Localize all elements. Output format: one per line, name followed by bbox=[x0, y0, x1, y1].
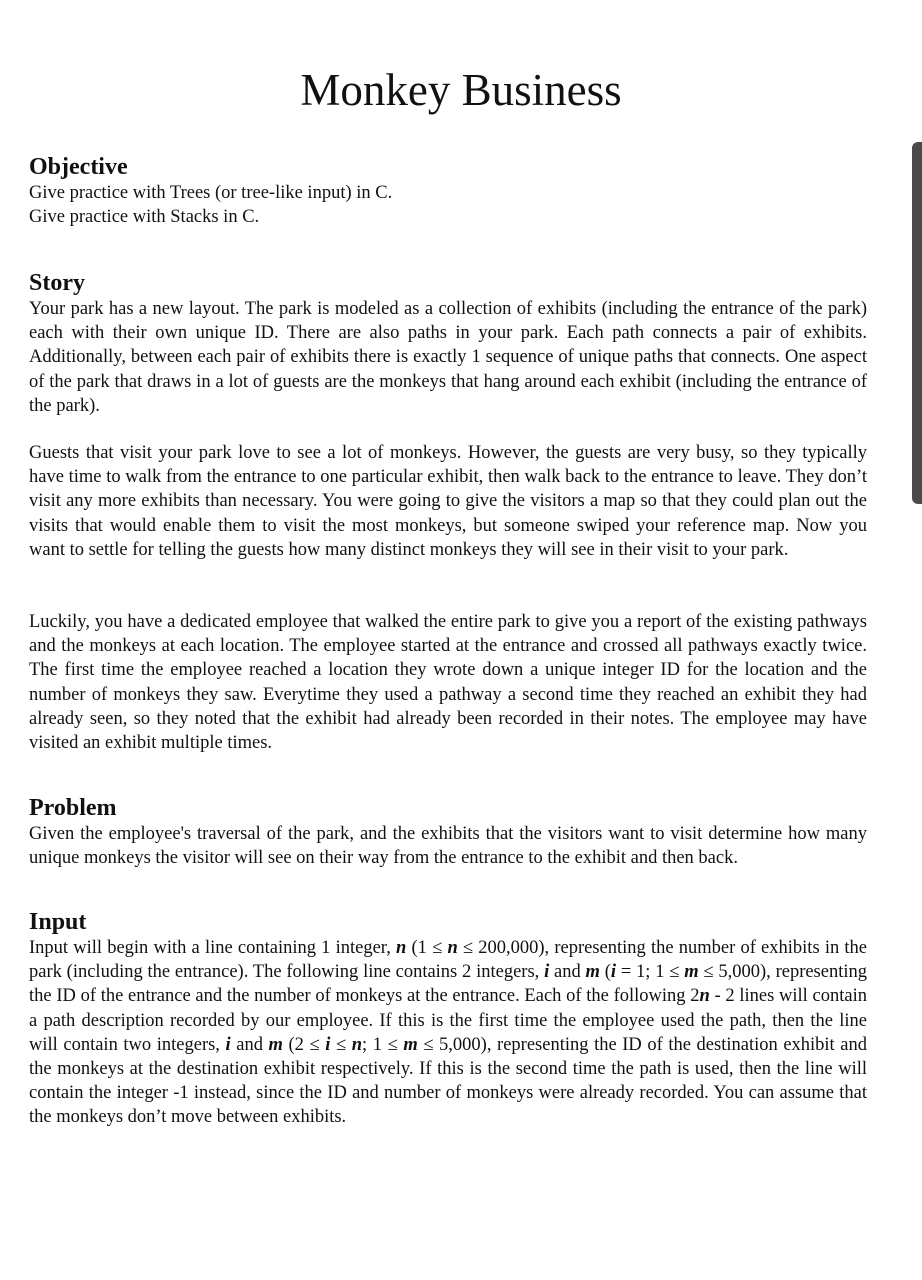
vertical-scrollbar[interactable] bbox=[912, 142, 922, 504]
objective-list bbox=[29, 181, 867, 229]
input-section bbox=[29, 909, 867, 1130]
page-title: Monkey Business bbox=[300, 65, 622, 115]
var-m: m bbox=[268, 1034, 283, 1055]
objective-heading: Objective bbox=[29, 154, 128, 180]
input-text-part: ≤ 5,000), representing the ID of the destination exhibit and the monkeys at the destination exhibit respectively. If this is the second time the path is used, then the line will contain the integer -1 instead, since the ID and number of monkeys were already recorded. You can assume that the monkeys don’t move between exhibits. bbox=[29, 1034, 867, 1128]
input-text-part: and bbox=[549, 962, 586, 983]
var-n: n bbox=[396, 938, 407, 958]
var-i: i bbox=[610, 962, 617, 983]
input-text-part: ≤ 5,000), representing the ID of the entrance and the number of monkeys at the entrance. Each of the following 2 bbox=[29, 962, 868, 1007]
var-n: n bbox=[447, 938, 458, 958]
problem-text: Given the employee's traversal of the park, and the exhibits that the visitors want to visit determine how many unique monkeys the visitor will see on their way from the entrance to the exhibit and then back. bbox=[29, 824, 867, 869]
problem-section bbox=[29, 795, 867, 870]
input-heading: Input bbox=[29, 909, 87, 935]
story-heading: Story bbox=[29, 270, 85, 296]
input-text-part: ≤ bbox=[330, 1034, 352, 1055]
var-i: i bbox=[544, 962, 550, 983]
story-paragraph-3: Luckily, you have a dedicated employee that walked the entire park to give you a report of the existing pathways and the monkeys at each location. The employee started at the entrance and crossed all pathways exactly twice. The first time the employee reached a location they wrote down a unique integer ID for the location and the number of monkeys they saw. Everytime they used a pathway a second time they reached an exhibit they had already seen, so they noted that the exhibit had already been recorded in their notes. The employee may have visited an exhibit multiple times. bbox=[29, 612, 867, 754]
objective-section bbox=[29, 154, 867, 229]
story-section bbox=[29, 270, 867, 418]
story-paragraph-3-block bbox=[29, 610, 867, 755]
input-text-part: ; 1 ≤ bbox=[362, 1034, 404, 1055]
input-text-part: and bbox=[230, 1034, 269, 1055]
var-m: m bbox=[403, 1034, 418, 1055]
var-i: i bbox=[225, 1034, 231, 1055]
input-text-part: ( bbox=[599, 962, 611, 983]
var-m: m bbox=[684, 962, 699, 983]
input-text-part: (2 ≤ bbox=[282, 1034, 326, 1055]
input-text-part: Input will begin with a line containing 1 integer, bbox=[29, 938, 397, 958]
objective-line: Give practice with Stacks in C. bbox=[29, 207, 260, 227]
input-text-part: (1 ≤ bbox=[406, 938, 448, 958]
story-paragraph-1: Your park has a new layout. The park is modeled as a collection of exhibits (including the entrance of the park) each with their own unique ID. There are also paths in your park. Each path connects a pair of exhibits. Additionally, between each pair of exhibits there is exactly 1 sequence of unique paths that connects. One aspect of the park that draws in a lot of guests are the monkeys that hang around each exhibit (including the entrance of the park). bbox=[29, 299, 867, 416]
input-text-part: - 2 lines will contain a path description recorded by our employee. If this is the first time the employee used the path, then the line will contain two integers, bbox=[29, 986, 867, 1055]
var-n: n bbox=[351, 1034, 363, 1055]
var-n: n bbox=[699, 986, 710, 1007]
objective-line: Give practice with Trees (or tree-like input) in C. bbox=[29, 183, 393, 203]
story-paragraph-2: Guests that visit your park love to see a lot of monkeys. However, the guests are very busy, so they typically have time to walk from the entrance to one particular exhibit, then walk back to the entrance to leave. They don’t visit any more exhibits than necessary. You were going to give the visitors a map so that they could plan out the visits that would enable them to visit the most monkeys, but someone swiped your reference map. Now you want to settle for telling the guests how many distinct monkeys they will see in their visit to your park. bbox=[29, 443, 867, 560]
problem-heading: Problem bbox=[29, 795, 117, 821]
input-text-part: = 1; 1 ≤ bbox=[616, 962, 685, 983]
input-text-part: ≤ 200,000), representing the number of exhibits in the park (including the entrance). The following line contains 2 integers, bbox=[29, 938, 867, 983]
input-text bbox=[29, 936, 867, 1130]
var-i: i bbox=[325, 1034, 331, 1055]
story-paragraph-2-block bbox=[29, 441, 867, 562]
var-m: m bbox=[585, 962, 600, 983]
